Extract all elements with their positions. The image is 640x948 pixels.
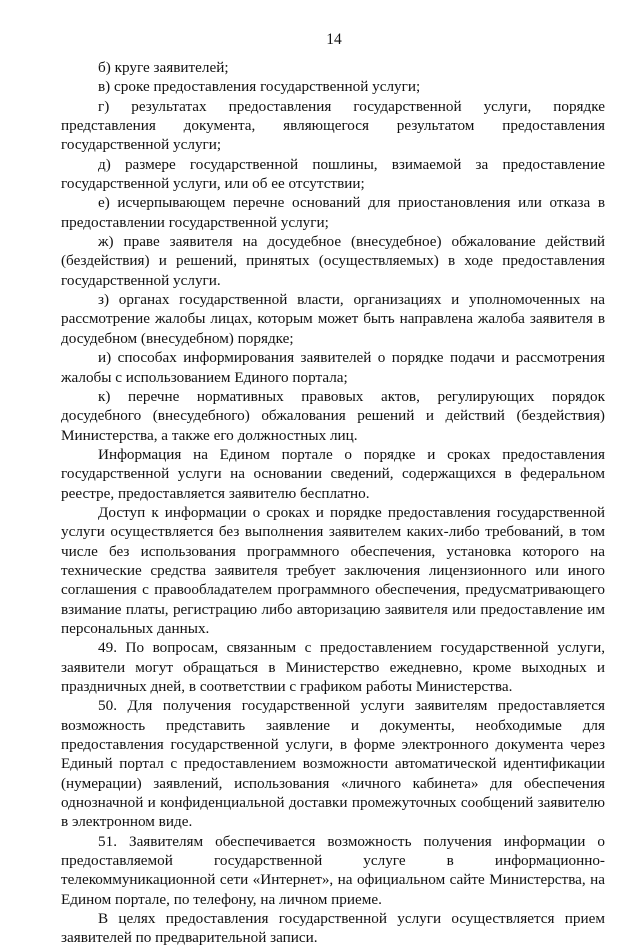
paragraph-item-g: г) результатах предоставления государственной услуги, порядке представления документа, являющегося результатом предоставления государственной услуги; xyxy=(61,97,605,154)
paragraph-access-info: Доступ к информации о сроках и порядке предоставления государственной услуги осуществляется без выполнения заявителем каких-либо требований, в том числе без использования программного обеспечения, установка которого на технические средства заявителя требует заключения лицензионного или иного соглашения с правообладателем программного обеспечения, предусматривающего взимание платы, регистрацию либо авторизацию заявителя или предоставление им персональных данных. xyxy=(61,503,605,637)
paragraph-portal-info: Информация на Едином портале о порядке и сроках предоставления государственной услуги на основании сведений, содержащихся в федеральном реестре, предоставляется заявителю бесплатно. xyxy=(61,445,605,502)
paragraph-51: 51. Заявителям обеспечивается возможность получения информации о предоставляемой государственной услуге в информационно-телекоммуникационной сети «Интернет», на официальном сайте Министерства, на Едином портале, по телефону, на личном приеме. xyxy=(61,832,605,908)
paragraph-49: 49. По вопросам, связанным с предоставлением государственной услуги, заявители могут обращаться в Министерство ежедневно, кроме выходных и праздничных дней, в соответствии с графиком работы Министерства. xyxy=(61,639,605,695)
paragraph-item-z: з) органах государственной власти, организациях и уполномоченных на рассмотрение жалобы лицах, которым может быть направлена жалоба заявителя в досудебном (внесудебном) порядке; xyxy=(61,291,605,347)
document-body xyxy=(61,58,605,948)
paragraph-item-k: к) перечне нормативных правовых актов, регулирующих порядок досудебного (внесудебного) обжалования решений и действий (бездействия) Министерства, а также его должностных лиц. xyxy=(61,387,605,444)
paragraph-item-d: д) размере государственной пошлины, взимаемой за предоставление государственной услуги, или об ее отсутствии; xyxy=(61,155,605,193)
paragraph-appointment: В целях предоставления государственной услуги осуществляется прием заявителей по предварительной записи. xyxy=(61,910,605,947)
paragraph-item-v: в) сроке предоставления государственной услуги; xyxy=(98,78,421,96)
paragraph-item-zh: ж) праве заявителя на досудебное (внесудебное) обжалование действий (бездействия) и решений, принятых (осуществляемых) в ходе предоставления государственной услуги. xyxy=(61,233,605,289)
page-number: 14 xyxy=(326,31,342,48)
paragraph-item-e: е) исчерпывающем перечне оснований для приостановления или отказа в предоставлении государственной услуги; xyxy=(61,194,605,231)
paragraph-50: 50. Для получения государственной услуги заявителям предоставляется возможность представить заявление и документы, необходимые для предоставления государственной услуги, в форме электронного документа через Единый портал с предоставлением возможности автоматической идентификации (нумерации) заявлений, использования «личного кабинета» для обеспечения однозначной и конфиденциальной доставки промежуточных сообщений заявителю в электронном виде. xyxy=(61,697,605,831)
paragraph-item-i: и) способах информирования заявителей о порядке подачи и рассмотрения жалобы с использованием Единого портала; xyxy=(61,349,605,386)
paragraph-item-b: б) круге заявителей; xyxy=(98,59,229,76)
